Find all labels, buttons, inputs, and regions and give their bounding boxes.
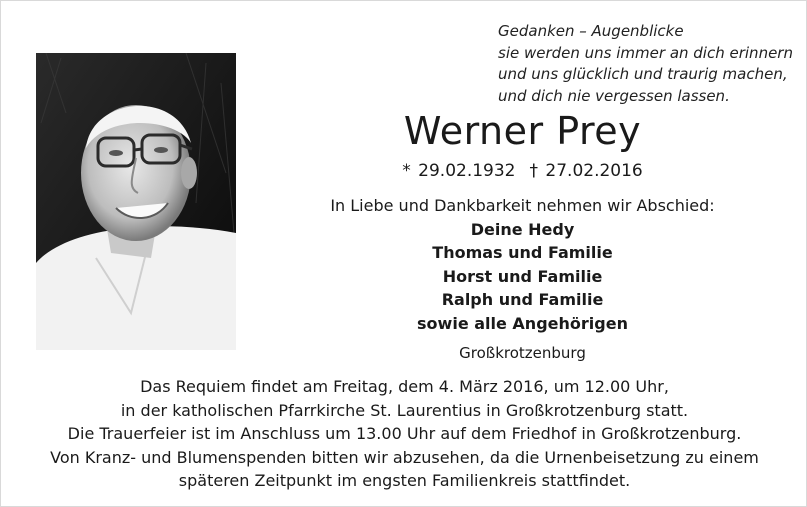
service-line: Das Requiem findet am Freitag, dem 4. März 2016, um 12.00 Uhr, — [140, 377, 669, 396]
portrait-image — [36, 53, 236, 350]
death-date: † 27.02.2016 — [529, 161, 643, 181]
poem-line: Gedanken – Augenblicke — [498, 22, 684, 40]
poem-line: und uns glücklich und traurig machen, — [498, 65, 788, 83]
memorial-poem — [498, 21, 798, 107]
place-name: Großkrotzenburg — [459, 344, 586, 362]
service-line: späteren Zeitpunkt im engsten Familienkreis stattfindet. — [178, 471, 631, 490]
mourner-name: Ralph und Familie — [441, 290, 604, 309]
poem-line: sie werden uns immer an dich erinnern — [498, 43, 793, 62]
service-line: Die Trauerfeier ist im Anschluss um 13.00 Uhr auf dem Friedhof in Großkrotzenburg. — [67, 424, 742, 443]
service-details — [1, 375, 807, 493]
poem-line: und dich nie vergessen lassen. — [498, 86, 730, 105]
life-dates — [236, 161, 807, 181]
mourner-name: Horst und Familie — [442, 266, 603, 286]
farewell-intro: In Liebe und Dankbarkeit nehmen wir Abschied: — [330, 196, 715, 215]
service-line: in der katholischen Pfarrkirche St. Laurentius in Großkrotzenburg statt. — [120, 400, 689, 420]
mourner-name: Deine Hedy — [470, 219, 575, 239]
deceased-name: Werner Prey — [403, 109, 642, 153]
mourner-name: Thomas und Familie — [432, 243, 613, 262]
birth-date: * 29.02.1932 — [402, 161, 516, 181]
portrait-photo — [36, 53, 236, 350]
mourner-name: sowie alle Angehörigen — [417, 313, 628, 333]
mourners-list — [236, 194, 807, 335]
service-line: Von Kranz- und Blumenspenden bitten wir abzusehen, da die Urnenbeisetzung zu einem — [50, 447, 759, 467]
